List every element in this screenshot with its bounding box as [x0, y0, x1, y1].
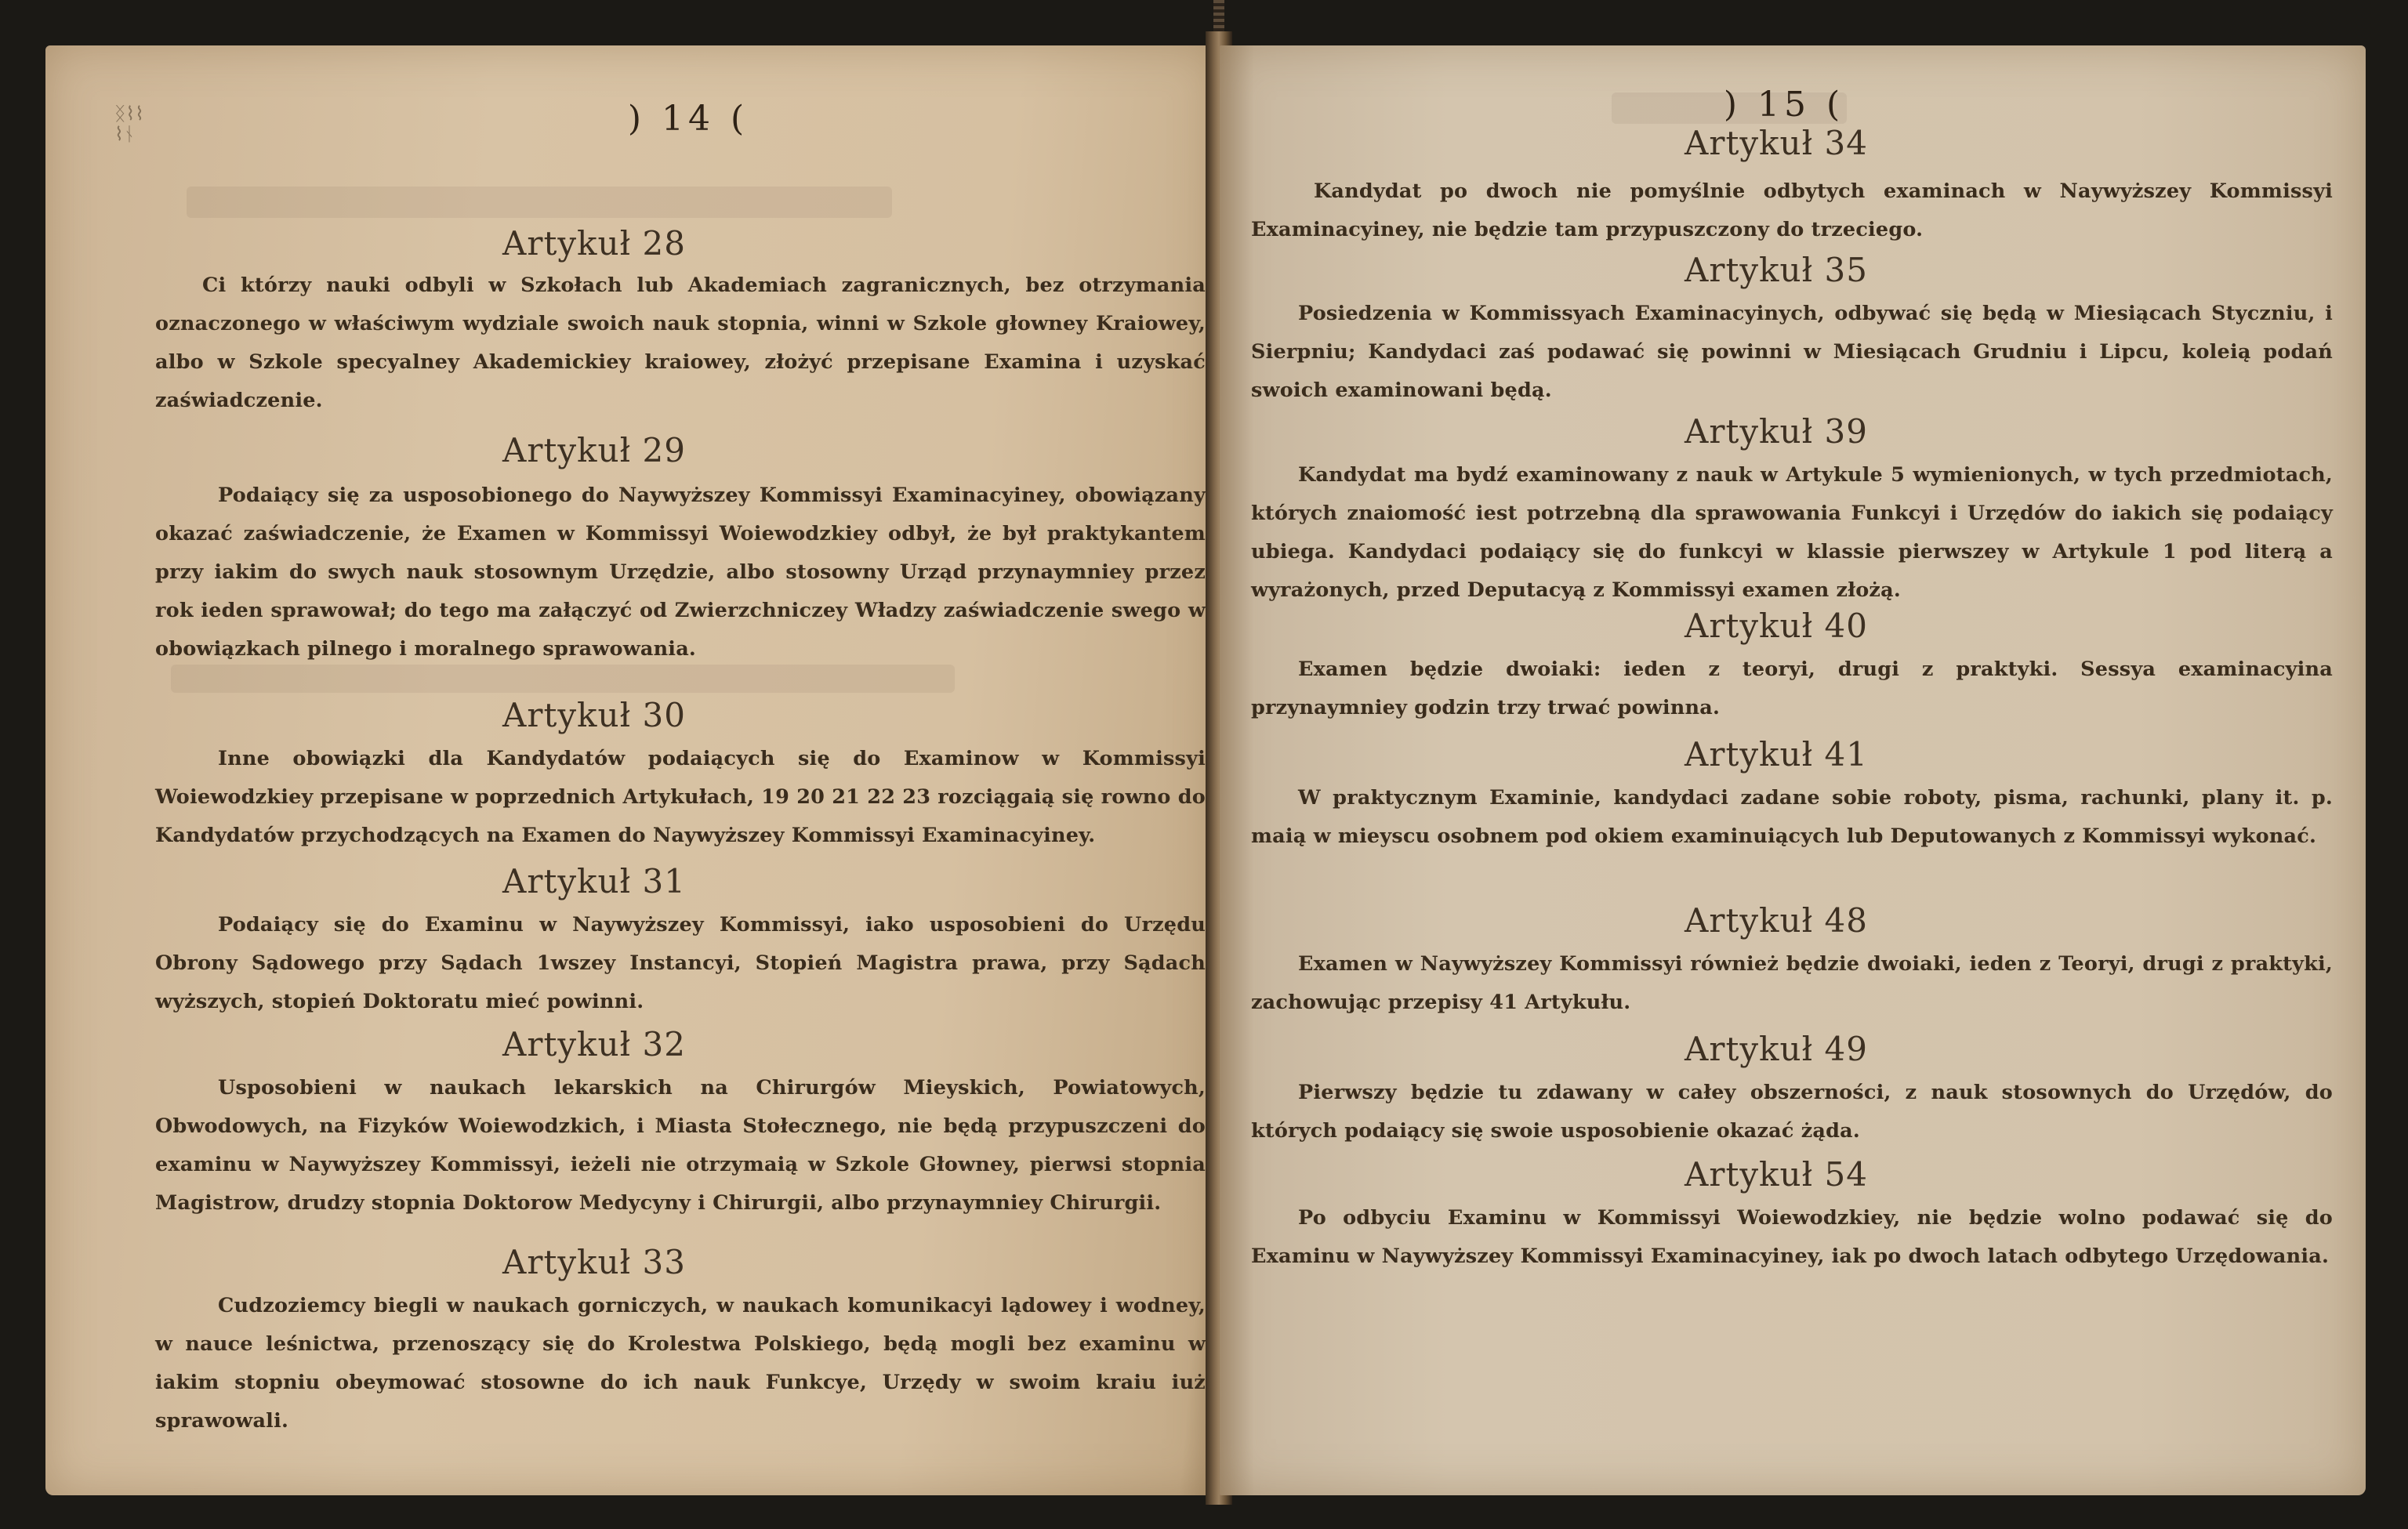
article-title: Artykuł 35 — [1685, 251, 1868, 289]
article-title: Artykuł 30 — [502, 696, 686, 734]
ink-bleed — [187, 187, 892, 218]
article-title: Artykuł 33 — [502, 1243, 686, 1281]
article-title: Artykuł 32 — [502, 1025, 686, 1063]
article-title: Artykuł 48 — [1685, 901, 1868, 940]
article-text: Inne obowiązki dla Kandydatów podaiących się do Examinow w Kommissyi Woiewodzkiey przepisane w poprzednich Artykułach, 19 20 21 22 23 rozciągaią się rowno do Kandydatów przychodzących na Examen do Naywyższey Kommissyi Examinacyiney. — [155, 747, 1206, 847]
page-number: ) 14 ( — [627, 99, 749, 139]
right-page — [1220, 45, 2366, 1495]
article-title: Artykuł 28 — [502, 224, 686, 263]
article-text: Posiedzenia w Kommissyach Examinacyinych, odbywać się będą w Miesiącach Styczniu, i Sierpniu; Kandydaci zaś podawać się powinni w Miesiącach Grudniu i Lipcu, koleią podań swoich examinowani będą. — [1251, 302, 2333, 402]
article-title: Artykuł 29 — [502, 431, 686, 469]
article-title: Artykuł 31 — [502, 862, 686, 900]
article-title: Artykuł 40 — [1685, 607, 1868, 645]
article-text: W praktycznym Examinie, kandydaci zadane sobie roboty, pisma, rachunki, plany it. p. maią w mieyscu osobnem pod okiem examinuiących lub Deputowanych z Kommissyi wykonać. — [1251, 786, 2333, 848]
library-stamp: ᛝ⌇⌇ ⌇ᚾ — [114, 103, 144, 145]
article-text: Kandydat po dwoch nie pomyślnie odbytych examinach w Naywyższey Kommissyi Examinacyiney, nie będzie tam przypuszczony do trzeciego. — [1251, 179, 2333, 241]
article-text: Podaiący się do Examinu w Naywyższey Kommissyi, iako usposobieni do Urzędu Obrony Sądowego przy Sądach 1wszey Instancyi, Stopień Magistra prawa, przy Sądach wyższych, stopień Doktoratu mieć powinni. — [155, 913, 1206, 1013]
article-text: Po odbyciu Examinu w Kommissyi Woiewodzkiey, nie będzie wolno podawać się do Examinu w Naywyższey Kommissyi Examinacyiney, iak po dwoch latach odbytego Urzędowania. — [1251, 1206, 2333, 1268]
article-text: Ci którzy nauki odbyli w Szkołach lub Akademiach zagranicznych, bez otrzymania oznaczonego w właściwym wydziale swoich nauk stopnia, winni w Szkole głowney Kraiowey, albo w Szkole specyalney Akademickiey kraiowey, złożyć przepisane Examina i uzyskać zaświadczenie. — [155, 274, 1206, 412]
article-text: Examen będzie dwoiaki: ieden z teoryi, drugi z praktyki. Sessya examinacyina przynaymniey godzin trzy trwać powinna. — [1251, 658, 2333, 719]
article-text: Cudzoziemcy biegli w naukach gorniczych, w naukach komunikacyi lądowey i wodney, w nauce leśnictwa, przenoszący się do Krolestwa Polskiego, będą mogli bez examinu w iakim stopniu obeymować stosowne do ich nauk Funkcye, Urzędy w swoim kraiu iuż sprawowali. — [155, 1294, 1206, 1433]
article-text: Podaiący się za usposobionego do Naywyższey Kommissyi Examinacyiney, obowiązany okazać zaświadczenie, że Examen w Kommissyi Woiewodzkiey odbył, że był praktykantem przy iakim do swych nauk stosownym Urzędzie, albo stosowny Urząd przynaymniey przez rok ieden sprawował; do tego ma załączyć od Zwierzchniczey Władzy zaświadczenie swego w obowiązkach pilnego i moralnego sprawowania. — [155, 484, 1206, 661]
article-text: Usposobieni w naukach lekarskich na Chirurgów Mieyskich, Powiatowych, Obwodowych, na Fizyków Woiewodzkich, i Miasta Stołecznego, nie będą przypuszczeni do examinu w Naywyższey Kommissyi, ieżeli nie otrzymaią w Szkole Głowney, pierwsi stopnia Magistrow, drudzy stopnia Doktorow Medycyny i Chirurgii, albo przynaymniey Chirurgii. — [155, 1076, 1206, 1215]
article-title: Artykuł 49 — [1685, 1030, 1868, 1068]
left-page — [45, 45, 1218, 1495]
article-text: Kandydat ma bydź examinowany z nauk w Artykule 5 wymienionych, w tych przedmiotach, których znaiomość iest potrzebną dla sprawowania Funkcyi i Urzędów do iakich się podaiący ubiega. Kandydaci podaiący się do funkcyi w klassie pierwszey w Artykule 1 pod literą a wyrażonych, przed Deputacyą z Kommissyi examen złożą. — [1251, 463, 2333, 602]
page-number: ) 15 ( — [1723, 85, 1845, 125]
article-title: Artykuł 39 — [1685, 412, 1868, 451]
article-title: Artykuł 54 — [1685, 1155, 1868, 1194]
binding-stitch — [1213, 0, 1224, 31]
article-text: Pierwszy będzie tu zdawany w całey obszerności, z nauk stosownych do Urzędów, do których podaiący się swoie usposobienie okazać żąda. — [1251, 1081, 2333, 1143]
article-title: Artykuł 41 — [1685, 735, 1868, 774]
article-text: Examen w Naywyższey Kommissyi również będzie dwoiaki, ieden z Teoryi, drugi z praktyki, zachowując przepisy 41 Artykułu. — [1251, 952, 2333, 1014]
article-title: Artykuł 34 — [1685, 124, 1868, 162]
ink-bleed — [171, 665, 955, 693]
